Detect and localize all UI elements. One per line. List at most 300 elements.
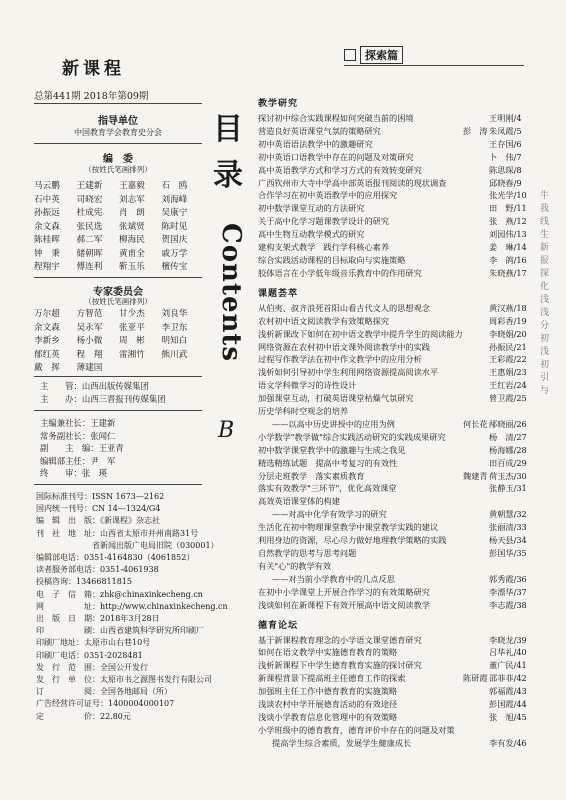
person-name: 石 鸥 xyxy=(161,181,188,191)
info-line: 订 阅：全国各地邮局（所） xyxy=(36,687,172,697)
toc-entry-author-page: 曾卫霞/25 xyxy=(489,393,527,404)
person-name: 檀传宝 xyxy=(161,262,188,272)
info-line: 发 行 范 围：全国公开发行 xyxy=(36,662,148,672)
toc-entry-author-page: 李晓龙/39 xyxy=(489,634,527,645)
info-line: 编 辑 出 版：《新课程》杂志社 xyxy=(36,516,160,526)
bleed-char: 分 xyxy=(540,321,550,331)
toc-entry-author-page: 张静玉/31 xyxy=(489,483,527,494)
toc-entry-coauthor xyxy=(463,228,485,241)
toc-entry-author-page: 彭国霞/44 xyxy=(489,699,527,710)
info-row xyxy=(40,442,205,455)
info-row xyxy=(40,380,205,393)
toc-entry xyxy=(258,685,536,698)
toc-entry-author-page: 王惠娟/23 xyxy=(489,367,527,378)
contents-text: Contents xyxy=(216,223,246,363)
toc-entry-author-page: 朱凤霞/5 xyxy=(489,125,522,136)
toc-entry-author-page: 杨海娜/28 xyxy=(489,444,527,455)
toc-entry-title: 分层走班教学 落实素质教育 xyxy=(258,470,365,481)
bleed-char: 浅 xyxy=(540,347,550,357)
toc-entry-author-page: 杨 清/27 xyxy=(489,431,527,442)
person-name: 甘少杰 xyxy=(119,309,145,319)
info-line: 印刷厂电话：0351-2028481 xyxy=(36,650,143,660)
toc-entry-author-page: 邵菲菲/42 xyxy=(489,673,527,684)
bleed-char: 浅 xyxy=(540,295,550,305)
info-line: 定 价：22.80元 xyxy=(36,711,131,721)
info-value: 尹 军 xyxy=(90,455,116,466)
person-name: 薄建国 xyxy=(76,363,103,373)
toc-entry-title: 落实有效教学"三环节"，优化高效课堂 xyxy=(258,483,397,494)
person-name: 戴 挥 xyxy=(34,363,60,373)
toc-entry-title: 浅析如何引导初中学生利用网络资源提高阅读水平 xyxy=(258,367,439,378)
toc-entry-title: 浅析新课改下如何在初中语文教学中提升学生的阅读能力 xyxy=(258,328,463,339)
toc-entry-coauthor xyxy=(463,547,485,560)
bleed-char: 新 xyxy=(540,243,550,253)
person-name: 戚万学 xyxy=(161,248,188,259)
toc-entry-coauthor xyxy=(463,482,485,495)
title-mu: 目 xyxy=(213,112,243,147)
person-name xyxy=(119,362,162,376)
person-name: 张民选 xyxy=(76,221,103,232)
toc-entry-title: ——以高中历史讲授中的应用为例 xyxy=(272,418,395,429)
editorial-name-list xyxy=(34,180,204,275)
toc-entry xyxy=(258,547,536,560)
toc-entry-title: 利用身边的资源，尽心尽力做好地理教学策略的实践 xyxy=(258,535,447,546)
toc-entry-coauthor xyxy=(463,737,485,750)
experts-name-list xyxy=(34,308,204,376)
toc-entry xyxy=(258,138,536,151)
toc-entry-author-page: 张 燕/12 xyxy=(489,216,527,227)
person-name: 司晓宏 xyxy=(76,194,103,205)
toc-entry-author-page: 荷玉杰/30 xyxy=(489,470,527,481)
toc-entry-title: 语文学科微学习的诗性设计 xyxy=(258,380,357,391)
toc-entry xyxy=(258,495,536,508)
person-name: 李卫东 xyxy=(161,322,188,333)
toc-entry-title: 综合实践活动课程的目标取向与实施策略 xyxy=(258,254,406,265)
person-name: 钟 秉 xyxy=(34,248,60,259)
divider xyxy=(34,410,202,411)
toc-entry-author-page: 黄汉燕/18 xyxy=(489,302,527,313)
publication-info xyxy=(36,491,228,723)
section-tab xyxy=(344,44,403,64)
person-name: 李新乡 xyxy=(34,336,60,346)
person-name: 靳玉乐 xyxy=(119,262,145,272)
toc-entry-author-page: 董广民/41 xyxy=(489,660,527,671)
person-name: 周 彬 xyxy=(119,336,145,346)
toc-entry xyxy=(258,177,536,190)
toc-entry-coauthor xyxy=(463,315,485,328)
editorial-heading: 编 委 xyxy=(103,154,133,165)
toc-entry-title: ——对高中化学有效学习的研究 xyxy=(272,509,387,520)
toc-entry xyxy=(258,599,536,612)
info-label: 主编兼社长： xyxy=(40,418,91,428)
toc-entry-coauthor: 何长花 xyxy=(463,418,488,429)
toc-entry-coauthor xyxy=(463,254,485,267)
toc-entry xyxy=(258,267,536,280)
bleed-char: 牛 xyxy=(540,191,550,201)
person-name: 程翔宇 xyxy=(34,262,60,272)
toc-entry-coauthor xyxy=(463,328,485,341)
bleed-char: 我 xyxy=(540,204,550,214)
person-name: 刘海峰 xyxy=(161,194,188,205)
toc-entry-author-page: 郭秀霞/36 xyxy=(489,573,527,584)
info-line: 发 行 单 位：太原市书之源图书发行有限公司 xyxy=(36,675,212,685)
toc-entry-title: 有关"心"的教学有效 xyxy=(258,560,332,571)
info-label: 常务副社长： xyxy=(40,430,91,441)
toc-entry-author-page: 郭福霞/43 xyxy=(489,686,527,697)
info-label: 主 办： xyxy=(40,393,82,404)
bleed-char: 报 xyxy=(540,256,550,266)
toc-entry xyxy=(258,302,536,315)
toc-entry-author-page: 陈思琛/8 xyxy=(489,164,522,175)
toc-entry xyxy=(258,457,536,470)
person-name: 余文森 xyxy=(34,221,60,232)
toc-entry xyxy=(258,573,536,586)
toc-entry-author-page: 李晓娟/20 xyxy=(489,328,527,339)
toc-entry xyxy=(258,189,536,202)
magazine-title: 新课程 xyxy=(62,59,125,79)
toc-entry-title: 广西钦州市大寺中学高中部英语报刊阅读的现状调查 xyxy=(258,177,447,188)
toc-entry-coauthor: 陈研霞 xyxy=(463,673,488,684)
toc-entry-author-page: 张丽清/33 xyxy=(489,522,527,533)
info-row xyxy=(40,455,205,468)
title-contents xyxy=(192,215,264,415)
toc-entry-author-page: 黄朝慧/32 xyxy=(489,509,527,520)
toc-entry xyxy=(258,672,536,685)
person-name: 肖 朗 xyxy=(119,208,145,218)
toc-entry xyxy=(258,444,536,457)
toc-section-title: 课题荟萃 xyxy=(258,288,299,299)
divider xyxy=(34,103,202,104)
info-row xyxy=(40,417,205,430)
toc-entry-coauthor xyxy=(463,457,485,470)
toc-entry xyxy=(258,560,536,573)
toc-entry-coauthor xyxy=(463,508,485,521)
toc-entry-coauthor xyxy=(463,392,485,405)
toc-entry-coauthor xyxy=(463,534,485,547)
toc-entry-coauthor xyxy=(463,599,485,612)
person-name: 万尔超 xyxy=(34,309,60,319)
toc-entry-author-page: 卜 伟/7 xyxy=(489,151,522,162)
toc-entry-title: 网络资源在农村初中语文课外阅读教学中的实践 xyxy=(258,341,430,352)
bleed-through-text xyxy=(540,190,566,398)
info-line: 省新闻出版广电局旧院（030001） xyxy=(36,540,219,550)
divider xyxy=(34,277,202,278)
toc-entry xyxy=(258,737,536,750)
toc-entry-author-page: 刘园伟/13 xyxy=(489,229,527,240)
toc-entry-author-page xyxy=(485,560,536,573)
toc-entry-title: 浅谈如何在新课程下有效开展高中语文阅读教学 xyxy=(258,599,430,610)
toc-entry xyxy=(258,521,536,534)
info-row xyxy=(40,393,205,406)
toc-entry-title: 如何在语文教学中实施德育教育的策略 xyxy=(258,647,398,658)
person-name: 杨小微 xyxy=(76,336,103,346)
toc-entry-coauthor: 魏建青 xyxy=(463,470,488,481)
toc-entry-coauthor xyxy=(463,659,485,672)
person-name: 郝二军 xyxy=(76,235,103,245)
toc-entry xyxy=(258,164,536,177)
toc-entry-coauthor xyxy=(463,724,485,737)
toc-entry-author-page xyxy=(485,495,536,508)
person-name: 王嘉毅 xyxy=(119,181,145,191)
info-line: 国际标准刊号：ISSN 1673—2162 xyxy=(36,492,165,501)
person-name: 刘志军 xyxy=(119,194,145,205)
toc-entry-title: 生活化在初中物理课堂教学中课堂教学实践的建议 xyxy=(258,522,439,533)
info-line: 印刷厂地址：太原市山右巷10号 xyxy=(36,638,151,648)
toc-entry xyxy=(258,392,536,405)
toc-entry-title: 初中数学课堂互动的方法研究 xyxy=(258,203,365,214)
toc-entry-title: 初中英语口语教学中存在的问题及对策研究 xyxy=(258,151,414,162)
person-name: 黄甫全 xyxy=(119,248,145,259)
bleed-char: 生 xyxy=(540,230,550,240)
person-name: 贺国庆 xyxy=(161,235,188,245)
toc-entry-coauthor xyxy=(463,341,485,354)
person-name: 吴永军 xyxy=(76,322,103,333)
toc-entry-author-page: 张 旭/45 xyxy=(489,711,527,722)
bleed-char: 探 xyxy=(540,269,550,279)
toc-entry xyxy=(258,353,536,366)
person-name: 郁红英 xyxy=(34,349,60,360)
toc-entry-coauthor xyxy=(463,215,485,228)
toc-entry-title: 从伯夷、叔齐浪死首阳山看古代文人的思想观念 xyxy=(258,302,430,313)
person-name: 王建新 xyxy=(76,181,103,191)
sponsor-heading: 指导单位 xyxy=(98,116,138,127)
toc-entry-title: 营造良好英语课堂气氛的策略研究 xyxy=(258,125,381,136)
toc-entry xyxy=(258,366,536,379)
toc-entry-author-page: 王明刚/4 xyxy=(489,113,522,123)
toc-entry-author-page: 杨天县/34 xyxy=(489,535,527,546)
experts-note: （按姓氏笔画排列） xyxy=(84,297,152,306)
toc-section-heading xyxy=(258,618,536,631)
toc-entry-coauthor xyxy=(463,431,485,444)
toc-entry-coauthor xyxy=(463,379,485,392)
person-name: 傅连利 xyxy=(76,262,103,272)
toc-entry xyxy=(258,470,536,483)
bleed-char: 初 xyxy=(540,360,550,370)
person-name: 陈桂晖 xyxy=(34,235,60,245)
toc-entry-title: 探讨初中综合实践课程如何突破当前的困境 xyxy=(258,113,414,123)
toc-entry-title: 小学数学"教学做"综合实践活动研究的实践成果研究 xyxy=(258,431,446,442)
toc-entry-author-page xyxy=(485,405,536,418)
toc-entry xyxy=(258,711,536,724)
toc-entry-author-page: 姜 琳/14 xyxy=(489,242,527,253)
person-name: 柳海民 xyxy=(119,235,145,245)
toc-entry-coauthor xyxy=(463,711,485,724)
toc-entry xyxy=(258,508,536,521)
toc-entry-coauthor xyxy=(463,646,485,659)
toc-entry xyxy=(258,724,536,737)
toc-entry-author-page: 李志霞/38 xyxy=(489,599,527,610)
toc-entry-author-page: 邴晓丽/26 xyxy=(489,418,527,429)
table-of-contents xyxy=(258,96,536,750)
bleed-char: 线 xyxy=(540,217,550,227)
toc-entry xyxy=(258,646,536,659)
toc-entry xyxy=(258,228,536,241)
toc-entry-coauthor xyxy=(463,634,485,647)
toc-entry-title: ——对当前小学教育中的几点反思 xyxy=(272,573,395,584)
person-name: 陈时见 xyxy=(161,221,188,232)
toc-entry-title: 小学班级中的德育教育，德育评价中存在的问题及对策 xyxy=(258,724,455,735)
info-value: 张 瑛 xyxy=(81,468,107,479)
section-tab-label: 探索篇 xyxy=(360,46,403,64)
info-value: 王亚青 xyxy=(98,443,124,454)
toc-entry-coauthor xyxy=(463,267,485,280)
toc-section-heading xyxy=(258,286,536,299)
toc-entry xyxy=(258,379,536,392)
person-name: 杜成宪 xyxy=(76,208,103,218)
toc-entry xyxy=(258,254,536,267)
info-line: 出 版 日 期：2018年3月28日 xyxy=(36,614,160,624)
bleed-char: 化 xyxy=(540,282,550,292)
divider xyxy=(344,65,524,66)
toc-section-title: 教学研究 xyxy=(258,99,299,109)
toc-entry-title: 农村初中语文阅读教学有效策略探究 xyxy=(258,315,390,326)
toc-entry-author-page: 王存国/6 xyxy=(489,138,522,149)
info-line: 广告经营许可证号：1400004000107 xyxy=(36,699,175,709)
info-row xyxy=(40,430,205,443)
toc-entry-author-page: 李 鸽/16 xyxy=(489,254,527,265)
info-row xyxy=(40,467,205,480)
toc-entry xyxy=(258,482,536,495)
decorative-b: B xyxy=(218,418,235,443)
toc-entry-title: 浅谈小学教育信息化管理中的有效策略 xyxy=(258,711,398,722)
toc-entry xyxy=(258,634,536,647)
toc-entry-author-page: 王红岩/24 xyxy=(489,380,527,391)
toc-entry-coauthor xyxy=(463,202,485,215)
toc-entry-author-page: 邱晓春/9 xyxy=(489,177,522,188)
toc-entry-coauthor xyxy=(463,353,485,366)
info-value: 山西出版传媒集团 xyxy=(81,381,149,391)
toc-entry-author-page: 李漂华/37 xyxy=(489,586,527,597)
toc-entry xyxy=(258,125,536,138)
toc-entry-title: 高中生物互动教学模式的研究 xyxy=(258,229,365,240)
toc-section-title: 德育论坛 xyxy=(258,620,299,631)
person-name: 石中英 xyxy=(34,194,60,205)
toc-entry-coauthor xyxy=(463,573,485,586)
person-name: 张斌贤 xyxy=(119,221,145,232)
toc-entry-author-page xyxy=(485,724,536,737)
toc-section-heading xyxy=(258,96,536,109)
toc-entry-author-page: 朱晓燕/17 xyxy=(489,267,527,278)
toc-entry-coauthor xyxy=(463,138,485,151)
toc-entry-title: 关于高中化学习题课教学设计的研究 xyxy=(258,216,390,227)
info-line: 刊 社 地 址：山西省太原市并州南路31号 xyxy=(36,528,199,538)
toc-entry-title: 在初中小学课堂上开展合作学习的有效策略研究 xyxy=(258,586,430,597)
toc-entry-author-page: 田百成/29 xyxy=(489,457,527,468)
toc-entry-title: 建构支架式教学 践行学科核心素养 xyxy=(258,242,390,253)
person-name: 储朝晖 xyxy=(76,248,103,259)
sponsor-org: 中国教育学会教育史分会 xyxy=(74,128,162,137)
person-name: 吴康宁 xyxy=(161,208,188,218)
toc-entry-title: 合作学习在初中英语教学中的应用探究 xyxy=(258,190,398,201)
toc-entry xyxy=(258,241,536,254)
toc-entry-title: 初中英语语法教学中的激趣研究 xyxy=(258,138,373,149)
toc-entry-coauthor xyxy=(463,151,485,164)
toc-entry-author-page: 周彩香/19 xyxy=(489,315,527,326)
info-value: 张闻仁 xyxy=(90,430,116,441)
toc-entry-author-page: 王彩霞/22 xyxy=(489,354,527,365)
toc-entry xyxy=(258,215,536,228)
toc-entry-coauthor xyxy=(463,560,485,573)
issue-number: 总第441期 2018年第09期 xyxy=(34,91,149,102)
toc-entry-coauthor xyxy=(463,302,485,315)
toc-entry xyxy=(258,418,536,431)
toc-entry-title: 历史学科时空观念的培养 xyxy=(258,406,349,417)
toc-entry xyxy=(258,112,536,125)
person-name: 张亚平 xyxy=(119,322,145,333)
person-name: 孙振远 xyxy=(34,208,60,218)
bleed-char: 初 xyxy=(540,334,550,344)
bleed-char: 引 xyxy=(540,373,550,383)
person-name: 方智范 xyxy=(76,309,103,319)
person-name: 程 翔 xyxy=(76,349,103,360)
toc-entry xyxy=(258,586,536,599)
toc-entry xyxy=(258,328,536,341)
info-line: 印 刷：山西省建筑科学研究所印刷厂 xyxy=(36,626,204,636)
info-line: 电 子 信 箱：zhk@chinaxinkecheng.cn xyxy=(36,589,203,599)
info-value: 山西三晋报刊传媒集团 xyxy=(81,393,166,404)
info-line: 投稿咨询：13466811815 xyxy=(36,577,132,587)
toc-entry-coauthor xyxy=(463,698,485,711)
toc-entry xyxy=(258,405,536,418)
toc-entry-title: 加强课堂互动，打破英语课堂枯燥气氛研究 xyxy=(258,393,414,404)
toc-entry-coauthor xyxy=(463,189,485,202)
toc-entry-author-page: 李有发/46 xyxy=(489,737,527,748)
toc-entry-author-page: 彭国华/35 xyxy=(489,548,527,558)
info-line: 编辑部电话：0351-4164830（4061852） xyxy=(36,553,195,563)
person-name: 明知白 xyxy=(161,336,188,346)
info-label: 终 审： xyxy=(40,468,82,479)
toc-entry-title: 胶体语言在小学低年级音乐教育中的作用研究 xyxy=(258,267,422,278)
divider xyxy=(34,143,202,144)
toc-entry xyxy=(258,534,536,547)
toc-entry-title: 浅谈农村中学开展德育活动的有效途径 xyxy=(258,699,398,710)
info-line: 读者服务部电话：0351-4061938 xyxy=(36,565,159,575)
toc-entry-title: 自然教学的思考与思考问题 xyxy=(258,548,357,558)
toc-entry xyxy=(258,315,536,328)
info-label: 编辑部主任： xyxy=(40,455,91,466)
toc-entry-title: 精选精练试题 提高中考复习的有效性 xyxy=(258,457,398,468)
person-name: 雷湘竹 xyxy=(119,349,145,360)
toc-entry-coauthor xyxy=(463,444,485,457)
toc-entry-title: 新课程背景下提高班主任德育工作的探索 xyxy=(258,673,406,684)
publisher-info xyxy=(40,380,205,405)
toc-entry-title: 加强班主任工作中德育教育的实施策略 xyxy=(258,686,398,697)
info-label: 副 主 编： xyxy=(40,443,99,454)
toc-entry-coauthor xyxy=(463,164,485,177)
info-line: 国内统一刊号：CN 14—1324/G4 xyxy=(36,504,161,514)
toc-entry-coauthor xyxy=(463,366,485,379)
toc-entry-coauthor xyxy=(463,495,485,508)
editorial-note: （按姓氏笔画排列） xyxy=(84,165,152,174)
divider xyxy=(34,484,202,485)
toc-entry-title: 高效英语课堂体的构建 xyxy=(258,496,340,507)
info-value: 王建新 xyxy=(90,418,116,428)
toc-entry-coauthor xyxy=(463,177,485,190)
person-name: 刘良华 xyxy=(161,309,188,319)
toc-entry-coauthor xyxy=(463,112,485,125)
toc-entry xyxy=(258,431,536,444)
toc-entry-coauthor xyxy=(463,685,485,698)
person-name: 余文森 xyxy=(34,322,60,333)
toc-entry xyxy=(258,341,536,354)
toc-entry-coauthor xyxy=(463,586,485,599)
info-line: 网 址：http://www.chinaxinkecheng.cn xyxy=(36,601,228,611)
title-lu: 录 xyxy=(213,158,243,193)
staff-list xyxy=(40,417,205,480)
toc-entry-author-page: 张光学/10 xyxy=(489,190,527,201)
toc-entry-title: 浅析新课程下中学生德育教育实施的探讨研究 xyxy=(258,660,422,671)
toc-entry xyxy=(258,151,536,164)
